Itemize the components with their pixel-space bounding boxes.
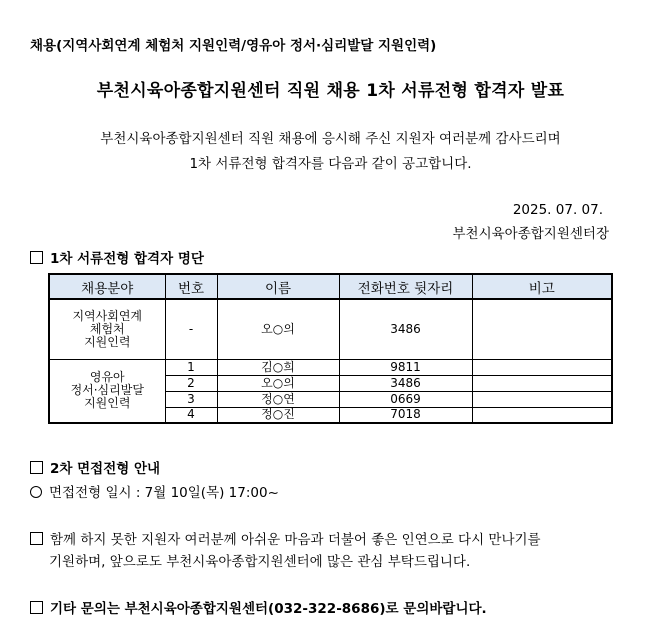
number-cell: 1 bbox=[165, 359, 217, 375]
phone-cell: 0669 bbox=[339, 391, 472, 407]
recruitment-category: 채용(지역사회연계 체험처 지원인력/영유아 정서·심리발달 지원인력) bbox=[30, 38, 437, 54]
table-row bbox=[49, 299, 612, 359]
name-cell: 오○의 bbox=[217, 299, 339, 359]
table-header-row bbox=[49, 274, 612, 299]
number-cell: 3 bbox=[165, 391, 217, 407]
number-cell: 2 bbox=[165, 375, 217, 391]
issuer-name: 부천시육아종합지원센터장 bbox=[452, 226, 609, 242]
table-row bbox=[49, 359, 612, 375]
field-cell: 지역사회연계 체험처 지원인력 bbox=[49, 299, 165, 359]
section-1-heading bbox=[30, 247, 204, 267]
note-cell bbox=[472, 407, 612, 423]
name-cell: 오○의 bbox=[217, 375, 339, 391]
note-cell bbox=[472, 391, 612, 407]
header-name: 이름 bbox=[217, 274, 339, 299]
square-bullet-icon bbox=[30, 601, 43, 614]
contact-info-text: 기타 문의는 부천시육아종합지원센터(032-322-8686)로 문의바랍니다. bbox=[50, 601, 487, 617]
section-2-heading-text: 2차 면접전형 안내 bbox=[50, 461, 161, 477]
phone-cell: 9811 bbox=[339, 359, 472, 375]
page-title: 부천시육아종합지원센터 직원 채용 1차 서류전형 합격자 발표 bbox=[96, 81, 565, 101]
square-bullet-icon bbox=[30, 532, 43, 545]
header-phone: 전화번호 뒷자리 bbox=[339, 274, 472, 299]
square-bullet-icon bbox=[30, 461, 43, 474]
header-number: 번호 bbox=[165, 274, 217, 299]
closing-paragraph bbox=[30, 528, 541, 548]
name-cell: 정○진 bbox=[217, 407, 339, 423]
intro-line-1: 부천시육아종합지원센터 직원 채용에 응시해 주신 지원자 여러분께 감사드리며 bbox=[100, 131, 561, 147]
phone-cell: 7018 bbox=[339, 407, 472, 423]
section-1-heading-text: 1차 서류전형 합격자 명단 bbox=[50, 251, 204, 267]
name-cell: 정○연 bbox=[217, 391, 339, 407]
phone-cell: 3486 bbox=[339, 299, 472, 359]
note-cell bbox=[472, 299, 612, 359]
interview-schedule-text: 면접전형 일시 : 7월 10일(목) 17:00~ bbox=[49, 485, 279, 501]
circle-bullet-icon bbox=[30, 486, 42, 498]
header-field: 채용분야 bbox=[49, 274, 165, 299]
field-cell: 영유아 정서·심리발달 지원인력 bbox=[49, 359, 165, 423]
results-table bbox=[48, 273, 613, 424]
note-cell bbox=[472, 359, 612, 375]
announcement-date: 2025. 07. 07. bbox=[512, 202, 603, 218]
intro-line-2: 1차 서류전형 합격자를 다음과 같이 공고합니다. bbox=[189, 156, 472, 172]
name-cell: 김○희 bbox=[217, 359, 339, 375]
closing-line-1: 함께 하지 못한 지원자 여러분께 아쉬운 마음과 더불어 좋은 인연으로 다시 만나기를 bbox=[50, 532, 541, 548]
closing-line-2: 기원하며, 앞으로도 부천시육아종합지원센터에 많은 관심 부탁드립니다. bbox=[49, 554, 471, 570]
square-bullet-icon bbox=[30, 251, 43, 264]
interview-schedule bbox=[30, 481, 279, 501]
header-note: 비고 bbox=[472, 274, 612, 299]
phone-cell: 3486 bbox=[339, 375, 472, 391]
note-cell bbox=[472, 375, 612, 391]
contact-info bbox=[30, 597, 487, 617]
number-cell: - bbox=[165, 299, 217, 359]
number-cell: 4 bbox=[165, 407, 217, 423]
section-2-heading bbox=[30, 457, 160, 477]
